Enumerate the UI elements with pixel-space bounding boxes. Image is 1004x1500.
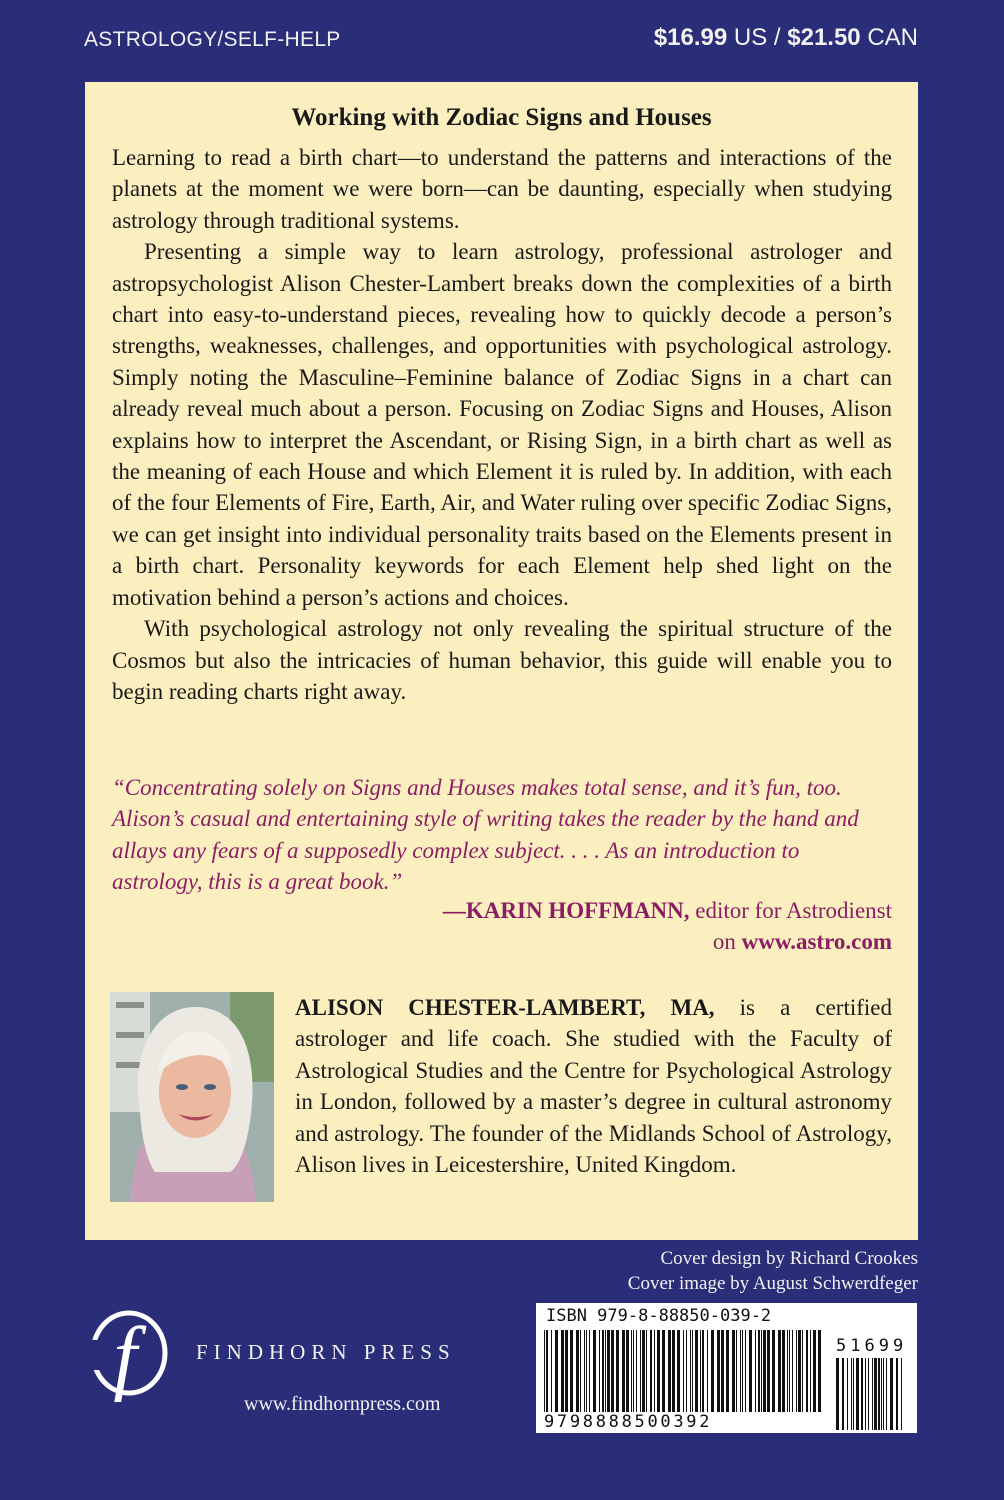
author-name: ALISON CHESTER-LAMBERT, MA,: [295, 995, 715, 1020]
barcode-bar: [763, 1330, 766, 1412]
barcode-bar: [626, 1330, 629, 1412]
endorsement-attribution: [443, 895, 892, 958]
publisher-name: FINDHORN PRESS: [196, 1340, 456, 1364]
barcode-bar: [782, 1330, 785, 1412]
barcode-bar: [792, 1330, 793, 1412]
price-barcode-bars: [836, 1358, 908, 1430]
endorser-website: www.astro.com: [741, 929, 892, 955]
barcode-bar: [616, 1330, 619, 1412]
isbn-label: ISBN 979-8-88850-039-2: [546, 1306, 772, 1326]
barcode-bar: [622, 1330, 625, 1412]
barcode-bar: [772, 1330, 775, 1412]
barcode-bar: [732, 1330, 735, 1412]
barcode-bar: [755, 1330, 756, 1412]
barcode-bar: [640, 1330, 641, 1412]
price-label: [654, 24, 918, 52]
cover-image-credit: Cover image by August Schwerdfeger: [627, 1273, 918, 1294]
barcode-bar: [818, 1330, 821, 1412]
price-us-amount: $16.99: [653, 24, 728, 51]
barcode-bar: [607, 1330, 610, 1412]
barcode-bar: [683, 1330, 684, 1412]
ean-barcode-bars: [544, 1330, 824, 1412]
description-paragraph-1: Learning to read a birth chart—to understand the patterns and interactions of the planets at the moment we were born—can be daunting, especially when studying astrology through traditional systems.: [112, 145, 892, 233]
barcode-bar: [636, 1330, 637, 1412]
barcode-bar: [631, 1330, 632, 1412]
description-body: [112, 142, 892, 707]
endorser-role: editor for Astrodienst: [689, 898, 892, 923]
barcode-bar: [872, 1358, 873, 1430]
price-can-amount: $21.50: [787, 24, 861, 51]
cover-design-credit: Cover design by Richard Crookes: [660, 1248, 918, 1269]
barcode-bar: [761, 1330, 762, 1412]
barcode-bar: [861, 1358, 863, 1430]
description-title: Working with Zodiac Signs and Houses: [291, 104, 712, 131]
cover-credits: [628, 1246, 918, 1296]
barcode-bar: [721, 1330, 724, 1412]
publisher-website: www.findhornpress.com: [244, 1393, 441, 1415]
description-paragraph-3: With psychological astrology not only revealing the spiritual structure of the Cosmos but also the intricacies of human behavior, this guide will enable you to begin reading charts right away.: [112, 616, 892, 704]
barcode-bar: [633, 1330, 634, 1412]
barcode-bar: [555, 1330, 558, 1412]
barcode-bar: [726, 1330, 729, 1412]
barcode-bar: [758, 1330, 760, 1412]
barcode-bar: [546, 1330, 548, 1412]
barcode-bar: [878, 1358, 880, 1430]
barcode-bar: [611, 1330, 614, 1412]
barcode-bar: [593, 1330, 596, 1412]
barcode-bar: [584, 1330, 585, 1412]
barcode-bar: [686, 1330, 687, 1412]
barcode-bar: [657, 1330, 660, 1412]
barcode-bar: [736, 1330, 737, 1412]
barcode-bar: [742, 1330, 743, 1412]
barcode-bar: [589, 1330, 590, 1412]
endorser-on: on: [712, 929, 742, 955]
barcode-bar: [740, 1330, 741, 1412]
endorsement-quote: “Concentrating solely on Signs and Houses makes total sense, and it’s fun, too. Alison’s casual and entertaining style of writing takes the reader by the hand and allays any fears of a supposedly complex subject. . . . As an introduction to astrology, this is a great book.”: [112, 775, 859, 895]
barcode-bar: [551, 1330, 552, 1412]
barcode-bar: [813, 1330, 816, 1412]
endorser-name: —KARIN HOFFMANN,: [442, 898, 690, 923]
barcode-bar: [778, 1330, 781, 1412]
barcode-bar: [789, 1330, 790, 1412]
barcode-bar: [570, 1330, 573, 1412]
barcode-bar: [896, 1358, 898, 1430]
barcode-bar: [868, 1358, 869, 1430]
barcode-bar: [836, 1358, 839, 1430]
price-us-unit: US /: [727, 24, 788, 51]
barcode-bar: [702, 1330, 704, 1412]
author-bio: [295, 992, 892, 1180]
barcode-bar: [806, 1330, 808, 1412]
barcode-bar: [646, 1330, 647, 1412]
barcode-bar: [642, 1330, 645, 1412]
barcode-bar: [901, 1358, 902, 1430]
barcode-bar: [796, 1330, 797, 1412]
barcode-bar: [692, 1330, 693, 1412]
publisher-logo-letter: f: [113, 1310, 137, 1403]
publisher-logo-icon: [85, 1300, 169, 1406]
barcode-bar: [650, 1330, 652, 1412]
barcode-bar: [580, 1330, 581, 1412]
barcode-bar: [662, 1330, 665, 1412]
barcode-bar: [886, 1358, 887, 1430]
price-can-unit: CAN: [860, 24, 918, 51]
barcode-bar: [561, 1330, 564, 1412]
barcode-bar: [668, 1330, 671, 1412]
category-label: ASTROLOGY/SELF-HELP: [84, 28, 341, 51]
price-code-label: 51699: [836, 1336, 908, 1356]
barcode-bar: [690, 1330, 691, 1412]
barcode-bar: [853, 1358, 854, 1430]
barcode: [536, 1303, 917, 1433]
barcode-bar: [576, 1330, 579, 1412]
author-photo: [110, 992, 274, 1202]
barcode-bar: [565, 1330, 568, 1412]
ean-digits-label: 9798888500392: [544, 1412, 713, 1432]
author-bio-text: is a certified astrologer and life coach. She studied with the Faculty of Astrological Studies and the Centre for Psychological Astrology in London, followed by a master’s degree in cultural astronomy and astrology. The founder of the Midlands School of Astrology, Alison lives in Leicestershire, United Kingdom.: [295, 995, 892, 1178]
description-paragraph-2: Presenting a simple way to learn astrology, professional astrologer and astropsychologist Alison Chester-Lambert breaks down the complexities of a birth chart into easy-to-understand pieces, revealing how to quickly decode a person’s strengths, weaknesses, challenges, and opportunities with psychological astrology. Simply noting the Masculine–Feminine balance of Zodiac Signs in a chart can already reveal much about a person. Focusing on Zodiac Signs and Houses, Alison explains how to interpret the Ascendant, or Rising Sign, in a birth chart as well as the meaning of each House and which Element it is ruled by. In addition, with each of the four Elements of Fire, Earth, Air, and Water ruling over specific Zodiac Signs, we can get insight into individual personality traits based on the Elements present in a birth chart. Personality keywords for each Element help shed light on the motivation behind a person’s actions and choices.: [112, 239, 892, 610]
barcode-bar: [672, 1330, 675, 1412]
barcode-bar: [677, 1330, 680, 1412]
barcode-bar: [874, 1358, 877, 1430]
barcode-bar: [842, 1358, 844, 1430]
barcode-bar: [787, 1330, 788, 1412]
barcode-bar: [865, 1358, 866, 1430]
barcode-bar: [745, 1330, 746, 1412]
barcode-bar: [586, 1330, 587, 1412]
barcode-bar: [544, 1330, 545, 1412]
barcode-bar: [810, 1330, 811, 1412]
barcode-bar: [654, 1330, 655, 1412]
barcode-bar: [798, 1330, 801, 1412]
barcode-bar: [602, 1330, 604, 1412]
barcode-bar: [767, 1330, 770, 1412]
barcode-bar: [717, 1330, 720, 1412]
barcode-bar: [802, 1330, 803, 1412]
description-panel: [85, 82, 918, 1240]
barcode-bar: [749, 1330, 752, 1412]
barcode-bar: [599, 1330, 600, 1412]
barcode-bar: [711, 1330, 714, 1412]
barcode-bar: [851, 1358, 852, 1430]
barcode-bar: [883, 1358, 884, 1430]
barcode-bar: [890, 1358, 893, 1430]
barcode-bar: [700, 1330, 701, 1412]
barcode-bar: [695, 1330, 698, 1412]
barcode-bar: [605, 1330, 606, 1412]
barcode-bar: [847, 1358, 848, 1430]
barcode-bar: [881, 1358, 882, 1430]
barcode-bar: [707, 1330, 708, 1412]
barcode-bar: [856, 1358, 859, 1430]
